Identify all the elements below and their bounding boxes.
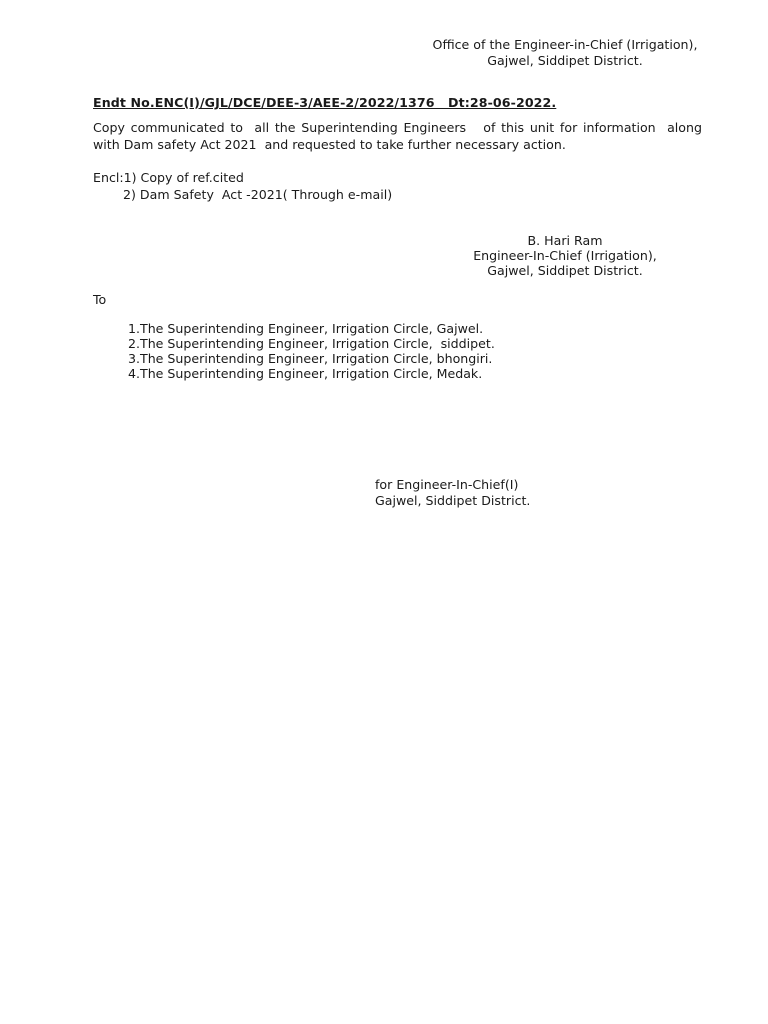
office-header: [415, 37, 715, 69]
list-item-text: The Superintending Engineer, Irrigation Circle, Medak.: [140, 366, 483, 381]
office-name: Office of the Engineer-in-Chief (Irrigation),: [432, 37, 698, 52]
list-item: [93, 336, 495, 351]
list-item-number: 4.: [127, 366, 140, 381]
list-item-text: The Superintending Engineer, Irrigation Circle, Gajwel.: [140, 321, 484, 336]
office-location: Gajwel, Siddipet District.: [487, 53, 643, 68]
for-line: for Engineer-In-Chief(I): [375, 477, 519, 492]
body-paragraph: Copy communicated to all the Superintending Engineers of this unit for information along with Dam safety Act 2021 and requested to take further necessary action.: [93, 120, 707, 152]
list-item-number: 2.: [127, 336, 140, 351]
list-item-number: 1.: [127, 321, 140, 336]
to-label: To: [93, 292, 107, 307]
signature-block: [455, 233, 675, 278]
recipient-list: [93, 321, 495, 381]
list-item-text: The Superintending Engineer, Irrigation Circle, siddipet.: [140, 336, 495, 351]
signatory-designation: Engineer-In-Chief (Irrigation),: [473, 248, 657, 263]
signatory-location: Gajwel, Siddipet District.: [487, 263, 643, 278]
enclosure-item-1: Encl:1) Copy of ref.cited: [93, 170, 244, 185]
list-item-number: 3.: [127, 351, 140, 366]
list-item: [93, 366, 495, 381]
for-signature-block: [375, 477, 530, 509]
list-item: [93, 351, 495, 366]
list-item-text: The Superintending Engineer, Irrigation Circle, bhongiri.: [140, 351, 493, 366]
enclosures: [93, 169, 392, 203]
signatory-name: B. Hari Ram: [527, 233, 603, 248]
endorsement-reference: Endt No.ENC(I)/GJL/DCE/DEE-3/AEE-2/2022/1376 Dt:28-06-2022.: [93, 95, 557, 110]
for-location: Gajwel, Siddipet District.: [375, 493, 531, 508]
list-item: [93, 321, 495, 336]
enclosure-item-2: 2) Dam Safety Act -2021( Through e-mail): [123, 187, 393, 202]
